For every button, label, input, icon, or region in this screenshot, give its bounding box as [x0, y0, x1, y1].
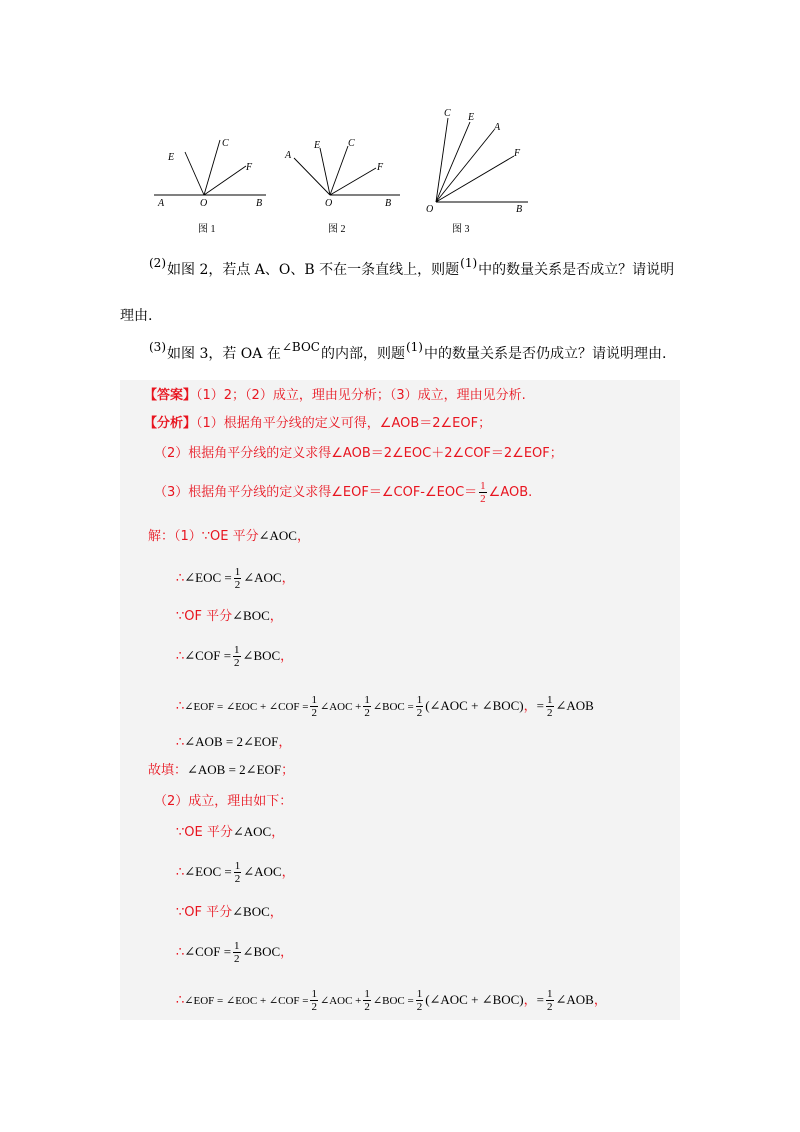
analysis-line-2-text: （2）根据角平分线的定义求得∠AOB＝2∠EOC＋2∠COF＝2∠EOF； [154, 446, 563, 461]
because-symbol: ∵ [176, 905, 185, 920]
part2-text: （2）成立，理由如下： [154, 794, 293, 809]
fill-label: 故填： [148, 763, 188, 778]
fraction-half: $\frac{1}{2}$ [416, 694, 423, 719]
fig1-label-C: C [222, 138, 229, 149]
therefore-symbol: ∴ [176, 571, 185, 586]
solution-sum [176, 694, 594, 719]
solution-of-bisect [176, 606, 283, 627]
p2-cof [176, 940, 293, 965]
figures-row [148, 100, 548, 240]
comma: ， [281, 865, 295, 880]
fig2-label-A: A [285, 150, 292, 161]
fig1-label-B: B [256, 198, 263, 209]
p2-of-bisect [176, 902, 283, 923]
fig2-caption: 图 2 [328, 224, 346, 235]
fig1-label-F: F [246, 162, 253, 173]
aob-result: ∠AOB = 2∠EOF [184, 734, 279, 749]
fig2-label-B: B [385, 198, 392, 209]
equals: = [536, 992, 544, 1007]
q2-text-a: 如图 2，若点 A、O、B 不在一条直线上，则题 [167, 262, 460, 278]
angle-aoc: ∠AOC [232, 824, 272, 839]
eoc-eq: ∠EOC = [184, 864, 232, 879]
therefore-symbol: ∴ [176, 865, 185, 880]
question-2-line-1 [148, 256, 675, 280]
fraction-half: $\frac{1}{2}$ [311, 988, 317, 1013]
paren-sum: (∠AOC + ∠BOC) [425, 992, 524, 1007]
fraction-half: $\frac{1}{2}$ [364, 988, 370, 1013]
comma: ， [269, 609, 283, 624]
fig3-label-B: B [516, 204, 523, 215]
comma: ， [278, 735, 292, 750]
fraction-half: $\frac{1}{2}$ [547, 988, 553, 1013]
analysis-line-1-text: （1）根据角平分线的定义可得，∠AOB＝2∠EOF； [196, 416, 492, 431]
comma: ， [523, 993, 537, 1008]
solution-eoc [176, 566, 295, 591]
of-bisect-text: OF 平分 [184, 609, 233, 624]
answer-tag: 【答案】 [144, 388, 197, 403]
fraction-half: $\frac{1}{2}$ [234, 566, 241, 591]
angle-aob: ∠AOB [555, 992, 594, 1007]
fraction-half: $\frac{1}{2}$ [234, 644, 240, 669]
comma: ， [280, 945, 294, 960]
p2-oe-bisect [176, 822, 284, 843]
equals: = [536, 698, 544, 713]
angle-boc: ∠BOC [232, 608, 270, 623]
fraction-half: $\frac{1}{2}$ [311, 694, 317, 719]
solution-fill: 故填：∠AOB = 2∠EOF； [148, 762, 295, 778]
fraction-half: $\frac{1}{2}$ [364, 694, 370, 719]
fig3-caption: 图 3 [452, 224, 470, 235]
therefore-symbol: ∴ [176, 649, 185, 664]
q3-ref: (1) [405, 340, 423, 354]
comma: ， [523, 699, 537, 714]
comma: ， [269, 905, 283, 920]
q2-number: (2) [149, 256, 166, 270]
solution-part-2 [154, 792, 292, 812]
therefore-symbol: ∴ [176, 945, 185, 960]
fig2-label-F: F [377, 162, 384, 173]
cof-eq: ∠COF = [184, 944, 232, 959]
q3-text-c: 中的数量关系是否仍成立？请说明理由. [423, 346, 667, 362]
comma: ， [281, 571, 295, 586]
fraction-half: $\frac{1}{2}$ [234, 940, 240, 965]
fraction-half: $\frac{1}{2}$ [416, 988, 423, 1013]
p2-eoc [176, 860, 295, 885]
fig1-label-A: A [158, 198, 165, 209]
therefore-symbol: ∴ [176, 699, 185, 714]
analysis-line-3a: （3）根据角平分线的定义求得∠EOF＝∠COF-∠EOC＝ [154, 485, 478, 500]
angle-boc: ∠BOC [242, 944, 281, 959]
comma: ， [271, 825, 285, 840]
fig3-label-F: F [514, 148, 521, 159]
aoc-plus: ∠AOC + [319, 995, 362, 1007]
aoc-plus: ∠AOC + [319, 701, 362, 713]
fig1-caption: 图 1 [198, 224, 216, 235]
eoc-eq: ∠EOC = [184, 570, 232, 585]
q3-number: (3) [149, 340, 166, 354]
answer-box [120, 380, 680, 1020]
boc-eq: ∠BOC = [372, 995, 414, 1007]
fig2-label-C: C [348, 138, 355, 149]
analysis-line-3 [154, 480, 532, 505]
fig3-label-A: A [494, 122, 501, 133]
angle-boc: ∠BOC [232, 904, 270, 919]
q2-text-b: 中的数量关系是否成立？请说明 [478, 262, 675, 278]
q2-ref: (1) [460, 256, 478, 270]
solution-intro [148, 526, 310, 547]
comma: ， [280, 649, 294, 664]
p2-sum [176, 988, 607, 1013]
q3-text-a: 如图 3，若 OA 在 [167, 346, 281, 362]
angle-aob: ∠AOB [555, 698, 594, 713]
analysis-line-1 [144, 414, 491, 434]
q3-text-b: 的内部，则题 [320, 346, 405, 362]
angle-aoc: ∠AOC [243, 570, 282, 585]
solution-intro-text: 解：（1）∵OE 平分 [148, 529, 259, 544]
fig3-label-C: C [444, 108, 451, 119]
fraction-half: $\frac{1}{2}$ [234, 860, 241, 885]
fraction-half: $\frac{1}{2}$ [547, 694, 553, 719]
q3-angle: ∠BOC [281, 340, 320, 354]
because-symbol: ∵ [176, 825, 185, 840]
comma: ， [593, 993, 607, 1008]
aob-result: ∠AOB = 2∠EOF [187, 762, 282, 777]
fig2-label-O: O [325, 198, 333, 209]
analysis-line-3b: ∠AOB. [488, 485, 533, 500]
fraction-half: $\frac{1}{2}$ [480, 480, 486, 505]
comma: ， [296, 529, 310, 544]
sum-lhs: ∠EOF = ∠EOC + ∠COF = [184, 701, 309, 713]
q2-text-c: 理由. [120, 308, 153, 324]
analysis-line-2 [154, 444, 563, 464]
therefore-symbol: ∴ [176, 735, 185, 750]
answer-text: （1）2；（2）成立，理由见分析；（3）成立，理由见分析. [196, 388, 526, 403]
sum-lhs: ∠EOF = ∠EOC + ∠COF = [184, 995, 309, 1007]
fig1-label-O: O [200, 198, 208, 209]
boc-eq: ∠BOC = [372, 701, 414, 713]
cof-eq: ∠COF = [184, 648, 232, 663]
answer-line [144, 386, 526, 406]
of-bisect-text: OF 平分 [184, 905, 233, 920]
paren-sum: (∠AOC + ∠BOC) [425, 698, 524, 713]
figure-1 [148, 100, 548, 240]
fig2-label-E: E [314, 140, 321, 151]
angle-boc: ∠BOC [242, 648, 281, 663]
oe-bisect-text: OE 平分 [184, 825, 233, 840]
solution-aob [176, 732, 291, 753]
fig1-label-E: E [168, 152, 175, 163]
fig3-label-E: E [468, 112, 475, 123]
fig3-label-O: O [426, 204, 434, 215]
therefore-symbol: ∴ [176, 993, 185, 1008]
question-3-line [148, 340, 667, 364]
because-symbol: ∵ [176, 609, 185, 624]
angle-aoc: ∠AOC [258, 528, 297, 543]
angle-aoc: ∠AOC [243, 864, 282, 879]
question-2-line-2 [120, 306, 152, 326]
solution-cof [176, 644, 293, 669]
analysis-tag: 【分析】 [144, 416, 197, 431]
